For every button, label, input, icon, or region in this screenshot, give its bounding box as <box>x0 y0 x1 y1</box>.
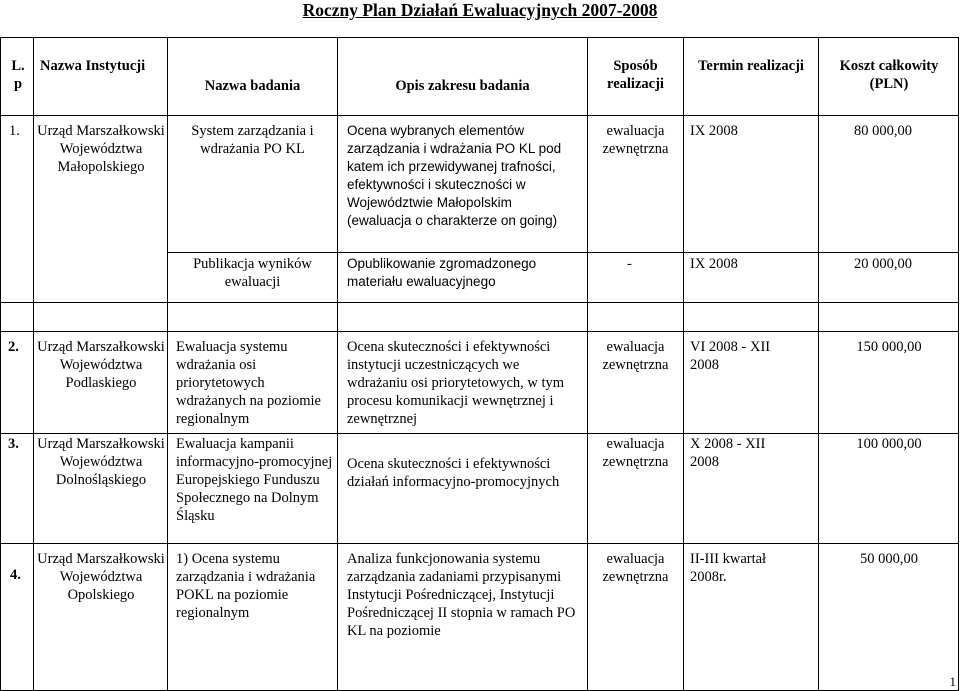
row4-lp: 4. <box>10 567 21 583</box>
row3-institution: Urząd Marszałkowski Województwa Dolnośląskiego <box>37 436 165 488</box>
row1-study1-scope: Ocena wybranych elementów zarządzania i wdrażania PO KL pod katem ich przewidywanej trafności, efektywności i skuteczności w Województwie Małopolskim (ewaluacja o charakterze on going) <box>347 123 562 228</box>
row2-scope: Ocena skuteczności i efektywności instytucji uczestniczących we wdrażaniu osi priorytetowych, w tym procesu komunikacji wewnętrznej i zewnętrznej <box>347 339 565 427</box>
grid-line <box>0 37 959 38</box>
row3-term: X 2008 - XII 2008 <box>690 436 766 470</box>
grid-line <box>337 37 338 691</box>
row4-scope: Analiza funkcjonowania systemu zarządzania zadaniami przypisanymi Instytucji Pośredniczącej, Instytucji Pośredniczącej II stopnia w ramach PO KL na poziomie <box>347 551 576 639</box>
row2-cost: 150 000,00 <box>856 339 922 355</box>
row1-study2-cost: 20 000,00 <box>854 256 912 272</box>
header-method: Sposób realizacji <box>607 58 664 92</box>
document-title: Roczny Plan Działań Ewaluacyjnych 2007-2008 <box>302 0 658 20</box>
grid-line <box>0 302 959 303</box>
page-number: 1 <box>949 674 956 689</box>
grid-line <box>818 37 819 691</box>
row4-term: II-III kwartał 2008r. <box>690 551 767 585</box>
row2-institution: Urząd Marszałkowski Województwa Podlaskiego <box>37 339 165 391</box>
row3-scope: Ocena skuteczności i efektywności działań informacyjno-promocyjnych <box>347 456 560 490</box>
row1-institution: Urząd Marszałkowski Województwa Małopolskiego <box>37 123 165 175</box>
grid-line <box>958 37 959 691</box>
row1-study1-cost: 80 000,00 <box>854 123 912 139</box>
row4-study-name: 1) Ocena systemu zarządzania i wdrażania POKL na poziomie regionalnym <box>176 551 316 621</box>
row1-study2-term: IX 2008 <box>690 256 738 272</box>
grid-line <box>683 37 684 691</box>
row4-institution: Urząd Marszałkowski Województwa Opolskiego <box>37 551 165 603</box>
row1-lp: 1. <box>9 123 20 139</box>
row3-study-name: Ewaluacja kampanii informacyjno-promocyjnej Europejskiego Funduszu Społecznego na Dolnym Śląsku <box>176 436 333 524</box>
header-scope: Opis zakresu badania <box>395 78 530 94</box>
row4-cost: 50 000,00 <box>860 551 918 567</box>
grid-line <box>167 252 959 253</box>
grid-line <box>167 37 168 691</box>
grid-line <box>0 115 959 116</box>
grid-line <box>587 37 588 691</box>
header-study-name: Nazwa badania <box>204 78 301 94</box>
grid-line <box>0 37 1 691</box>
grid-line <box>0 433 959 434</box>
row2-lp: 2. <box>8 339 19 355</box>
row1-study1-term: IX 2008 <box>690 123 738 139</box>
row3-lp: 3. <box>8 436 19 452</box>
row2-study-name: Ewaluacja systemu wdrażania osi priorytetowych wdrażanych na poziomie regionalnym <box>176 339 321 427</box>
row1-study2-scope: Opublikowanie zgromadzonego materiału ewaluacyjnego <box>347 256 537 289</box>
grid-line <box>33 37 34 691</box>
row3-method: ewaluacja zewnętrzna <box>602 436 669 470</box>
row1-study1-name: System zarządzania i wdrażania PO KL <box>191 123 314 157</box>
row4-method: ewaluacja zewnętrzna <box>602 551 669 585</box>
header-term: Termin realizacji <box>698 58 804 74</box>
row2-term: VI 2008 - XII 2008 <box>690 339 771 373</box>
row3-cost: 100 000,00 <box>856 436 922 452</box>
grid-line <box>0 543 959 544</box>
row2-method: ewaluacja zewnętrzna <box>602 339 669 373</box>
header-lp: L. p <box>11 58 25 92</box>
header-cost: Koszt całkowity (PLN) <box>839 58 939 92</box>
grid-line <box>0 331 959 332</box>
header-institution: Nazwa Instytucji <box>40 58 146 74</box>
row1-study2-method: - <box>627 256 632 272</box>
row1-study1-method: ewaluacja zewnętrzna <box>602 123 669 157</box>
row1-study2-name: Publikacja wyników ewaluacji <box>193 256 312 290</box>
